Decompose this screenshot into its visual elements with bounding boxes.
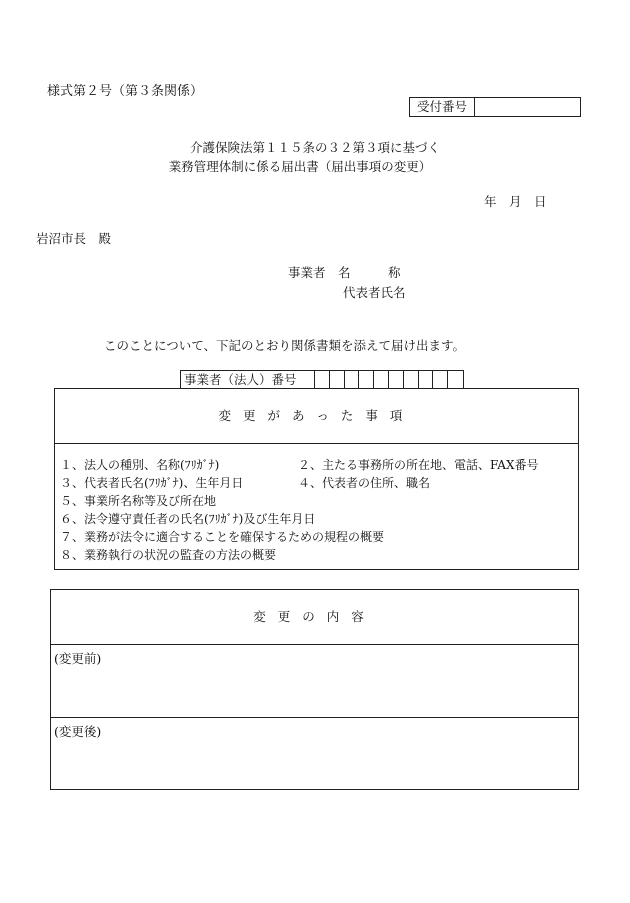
receipt-number-label: 受付番号 (410, 98, 475, 116)
changed-items-header: 変更があった事項 (55, 389, 578, 444)
changed-item[interactable]: ５、事業所名称等及び所在地 (60, 494, 217, 508)
change-content-table (50, 589, 579, 790)
business-number-label: 事業者（法人）番号 (181, 371, 315, 389)
business-name-label: 事業者 名 称 (288, 265, 401, 280)
change-content-header: 変更の内容 (51, 590, 578, 645)
changed-item[interactable]: ８、業務執行の状況の監査の方法の概要 (60, 548, 277, 562)
business-number-cell[interactable] (330, 371, 345, 389)
business-number-cell[interactable] (315, 371, 330, 389)
changed-item[interactable]: ２、主たる事務所の所在地、電話、FAX番号 (298, 458, 539, 472)
receipt-number-box (409, 97, 581, 117)
changed-item[interactable]: ６、法令遵守責任者の氏名(ﾌﾘｶﾞﾅ)及び生年月日 (60, 512, 316, 526)
notice-text: このことについて、下記のとおり関係書類を添えて届け出ます。 (104, 338, 466, 353)
after-change-section[interactable] (51, 718, 578, 791)
after-change-label: (変更後) (54, 724, 102, 739)
business-number-cell[interactable] (374, 371, 389, 389)
addressee: 岩沼市長 殿 (36, 231, 112, 246)
business-number-cell[interactable] (345, 371, 360, 389)
business-number-cell[interactable] (404, 371, 419, 389)
business-number-cell[interactable] (433, 371, 448, 389)
changed-item[interactable]: ３、代表者氏名(ﾌﾘｶﾞﾅ)、生年月日 (60, 476, 244, 490)
business-number-cell[interactable] (419, 371, 434, 389)
document-title-line2: 業務管理体制に係る届出書（届出事項の変更） (168, 159, 432, 174)
business-number-cell[interactable] (448, 371, 463, 389)
representative-name-label: 代表者氏名 (343, 285, 406, 300)
before-change-label: (変更前) (54, 651, 102, 666)
changed-items-list (55, 444, 578, 571)
before-change-section[interactable] (51, 645, 578, 718)
form-number: 様式第２号（第３条関係） (47, 84, 204, 99)
changed-item[interactable]: １、法人の種別、名称(ﾌﾘｶﾞﾅ) (60, 458, 220, 472)
date-field: 年 月 日 (484, 194, 547, 209)
changed-item[interactable]: ４、代表者の住所、職名 (298, 476, 431, 490)
business-number-cell[interactable] (359, 371, 374, 389)
changed-item[interactable]: ７、業務が法令に適合することを確保するための規程の概要 (60, 530, 385, 544)
business-number-row (180, 370, 464, 389)
receipt-number-field[interactable] (475, 98, 580, 116)
business-number-cell[interactable] (389, 371, 404, 389)
document-title-line1: 介護保険法第１１５条の３２第３項に基づく (189, 140, 440, 155)
changed-items-table (54, 388, 579, 570)
